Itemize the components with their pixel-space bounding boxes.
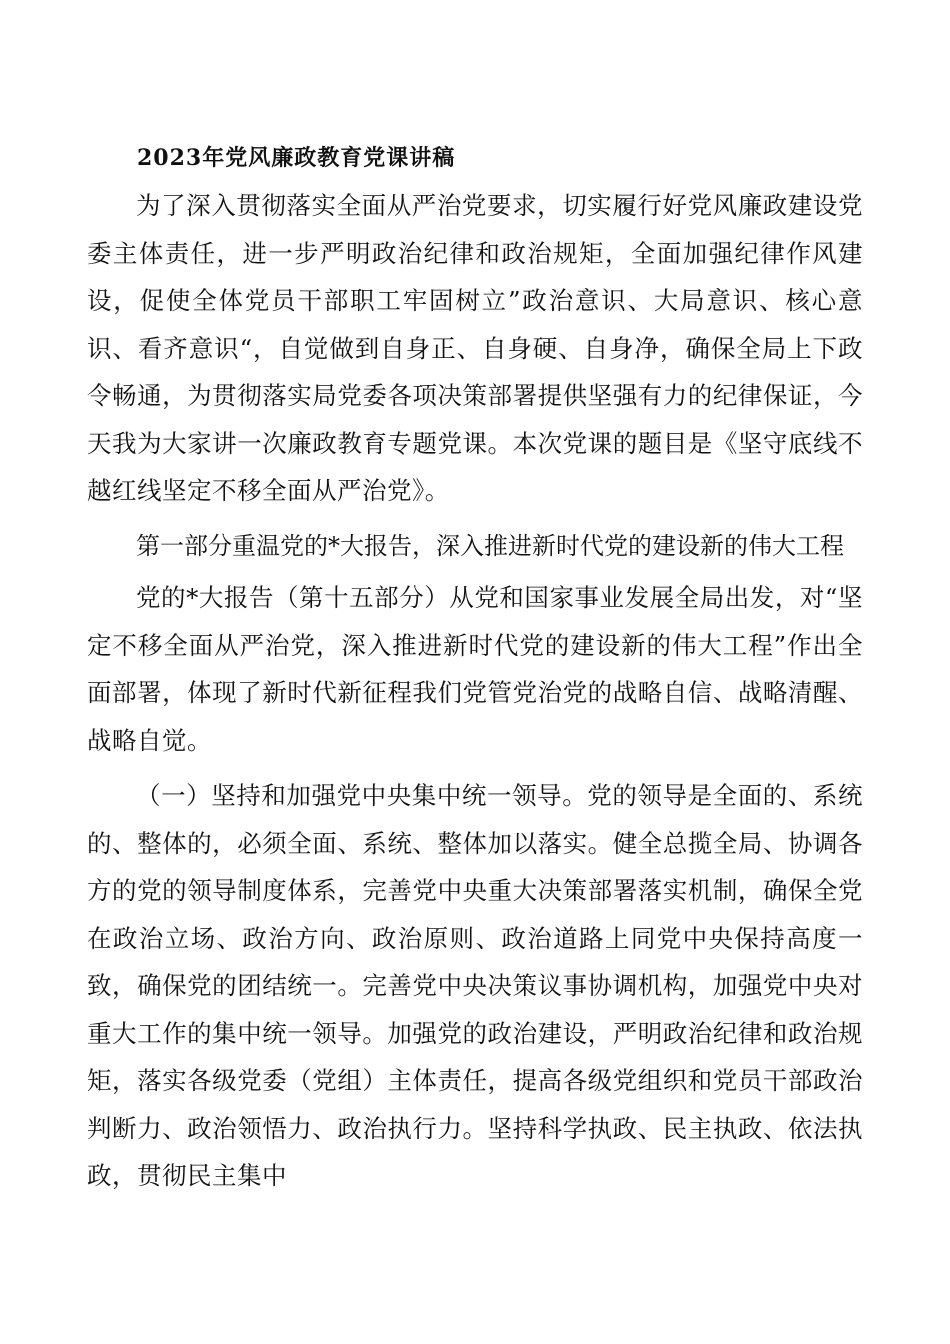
section-heading-part-one: 第一部分重温党的*大报告，深入推进新时代党的建设新的伟大工程 [136, 531, 844, 560]
paragraph-intro: 为了深入贯彻落实全面从严治党要求，切实履行好党风廉政建设党委主体责任，进一步严明政治纪律和政治规矩，全面加强纪律作风建设，促使全体党员干部职工牢固树立”政治意识、大局意识、核心意识、看齐意识“，自觉做到自身正、自身硬、自身净，确保全局上下政令畅通，为贯彻落实局党委各项决策部署提供坚强有力的纪律保证，今天我为大家讲一次廉政教育专题党课。本次党课的题目是《坚守底线不越红线坚定不移全面从严治党》。 [87, 191, 863, 505]
document-title: 2023年党风廉政教育党课讲稿 [137, 145, 456, 171]
document-page [87, 138, 863, 1200]
paragraph-leadership: （一）坚持和加强党中央集中统一领导。党的领导是全面的、系统的、整体的，必须全面、系统、整体加以落实。健全总揽全局、协调各方的党的领导制度体系，完善党中央重大决策部署落实机制，确保全党在政治立场、政治方向、政治原则、政治道路上同党中央保持高度一致，确保党的团结统一。完善党中央决策议事协调机构，加强党中央对重大工作的集中统一领导。加强党的政治建设，严明政治纪律和政治规矩，落实各级党委（党组）主体责任，提高各级党组织和党员干部政治判断力、政治领悟力、政治执行力。坚持科学执政、民主执政、依法执政，贯彻民主集中 [87, 781, 863, 1190]
paragraph-report-overview: 党的*大报告（第十五部分）从党和国家事业发展全局出发，对“坚定不移全面从严治党，深入推进新时代党的建设新的伟大工程”作出全面部署，体现了新时代新征程我们党管党治党的战略自信、战略清醒、战略自觉。 [87, 583, 863, 755]
